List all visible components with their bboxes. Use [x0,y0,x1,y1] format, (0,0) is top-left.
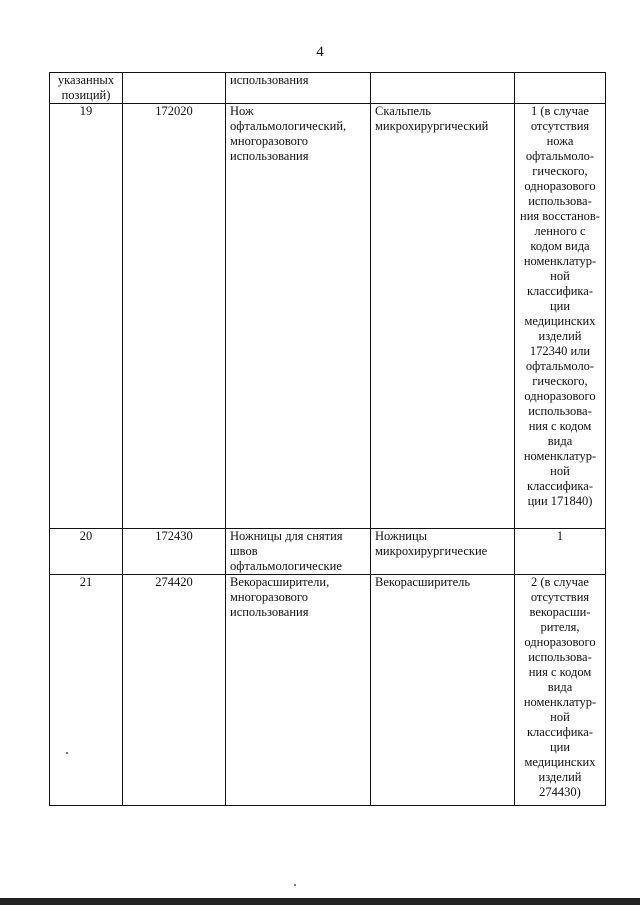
page-number: 4 [316,44,324,60]
cell-replacement: Векорасширитель [371,575,515,806]
cell-name: Ножницы для снятия швов офтальмологические [226,529,371,575]
cell-replacement [371,73,515,104]
cell-number: 20 [50,529,123,575]
cell-number: указанных позиций) [50,73,123,104]
cell-quantity: 2 (в случае отсутствия векорасши-рителя, одноразового использова-ния с кодом вида номенклатур-ной классифика-ции медицинских изделий 274430) [515,575,606,806]
cell-code [123,73,226,104]
cell-code: 274420 [123,575,226,806]
scan-edge-bar [0,898,640,905]
cell-code: 172430 [123,529,226,575]
cell-replacement: Скальпель микрохирургический [371,104,515,529]
scan-speck [66,752,68,754]
cell-number: 19 [50,104,123,529]
cell-name: Векорасширители, многоразового использования [226,575,371,806]
cell-quantity: 1 (в случае отсутствия ножа офтальмоло-гического, одноразового использова-ния восстанов-ленного с кодом вида номенклатур-ной классифика-ции медицинских изделий 172340 или офтальмоло-гического, одноразового использова-ния с кодом вида номенклатур-ной классифика-ции 171840) [515,104,606,529]
cell-quantity: 1 [515,529,606,575]
table-row-continuation [50,73,606,104]
table-row [50,104,606,529]
cell-replacement: Ножницы микрохирургические [371,529,515,575]
cell-code: 172020 [123,104,226,529]
cell-number: 21 [50,575,123,806]
scan-speck [294,884,296,886]
cell-quantity [515,73,606,104]
cell-name: Нож офтальмологический, многоразового использования [226,104,371,529]
equipment-table [49,72,606,806]
table-row [50,529,606,575]
table-row [50,575,606,806]
cell-name: использования [226,73,371,104]
